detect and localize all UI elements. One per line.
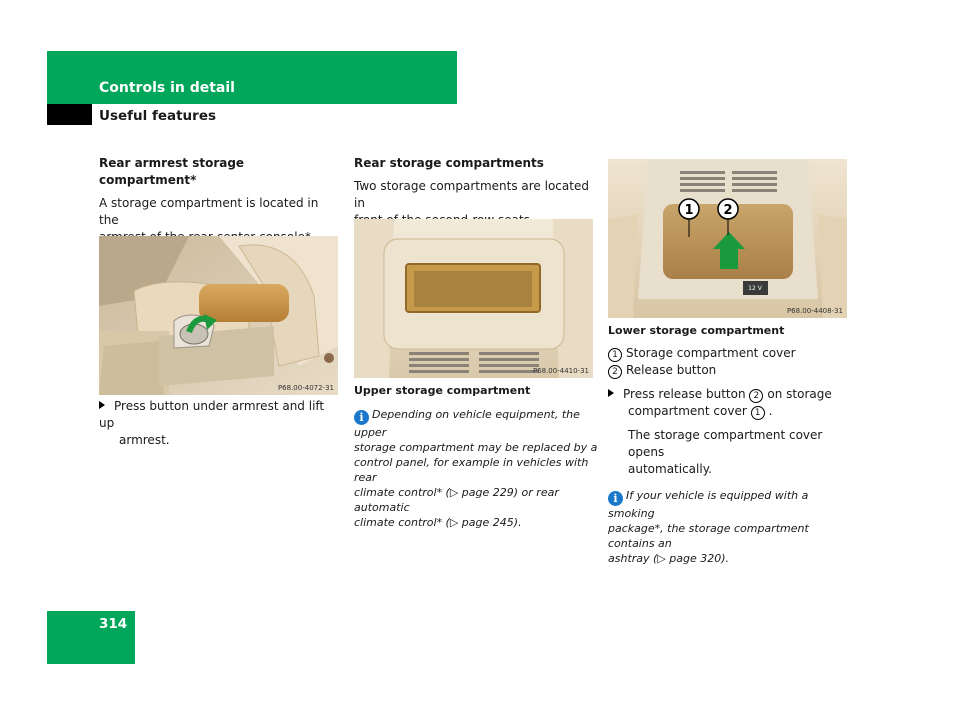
note-line: Depending on vehicle equipment, the upper	[354, 408, 580, 439]
callout-number: 2	[749, 389, 763, 403]
note-line: ashtray (▷ page 320).	[608, 552, 730, 565]
page-number: 314	[99, 616, 128, 632]
upper-compartment-illustration	[354, 219, 593, 378]
column-rear-storage	[354, 155, 594, 229]
callout-number: 1	[608, 348, 622, 362]
step-text: on storage	[767, 387, 832, 401]
info-icon: i	[608, 491, 623, 506]
note-line: package*, the storage compartment contains an	[608, 522, 809, 550]
power-socket-badge: 12 V	[748, 285, 762, 292]
rear-storage-body-line: Two storage compartments are located in	[354, 179, 589, 210]
armrest-heading: Rear armrest storage compartment*	[99, 156, 245, 187]
note-line: climate control* (▷ page 229) or rear automatic	[354, 486, 559, 514]
armrest-figure-code: P68.00-4072-31	[277, 384, 334, 392]
callout-number: 2	[608, 365, 622, 379]
lower-result	[608, 427, 853, 478]
callout-label: Release button	[626, 363, 717, 377]
callout-legend-2	[608, 362, 853, 379]
info-icon: i	[354, 410, 369, 425]
callout-2-marker: 2	[723, 203, 733, 218]
callout-number: 1	[751, 406, 765, 420]
lower-step	[608, 386, 853, 420]
lower-compartment-illustration	[608, 159, 847, 318]
section-title: Controls in detail	[99, 80, 235, 96]
step-text: .	[768, 404, 773, 418]
callout-label: Storage compartment cover	[626, 346, 796, 360]
upper-caption: Upper storage compartment	[354, 384, 531, 397]
armrest-step-text: Press button under armrest and lift up	[99, 399, 325, 430]
armrest-step-text: armrest.	[119, 433, 170, 447]
subsection-title: Useful features	[99, 108, 217, 124]
header-bar	[47, 51, 457, 104]
result-line: automatically.	[628, 462, 712, 476]
rear-storage-heading: Rear storage compartments	[354, 156, 544, 170]
upper-compartment-figure	[354, 219, 593, 378]
armrest-figure	[99, 236, 338, 395]
step-arrow-icon	[99, 401, 105, 409]
step-arrow-icon	[608, 389, 614, 397]
step-text: Press release button	[623, 387, 746, 401]
upper-figure-code: P68.00-4410-31	[532, 367, 589, 375]
result-line: The storage compartment cover opens	[628, 428, 823, 459]
note-line: storage compartment may be replaced by a	[354, 441, 598, 454]
lower-note	[608, 488, 853, 566]
column-lower-storage	[608, 322, 853, 566]
lower-caption: Lower storage compartment	[608, 324, 785, 337]
upper-caption-block	[354, 382, 599, 530]
note-line: control panel, for example in vehicles with rear	[354, 456, 589, 484]
callout-1-marker: 1	[684, 203, 694, 218]
note-line: climate control* (▷ page 245).	[354, 516, 522, 529]
callout-legend-1	[608, 345, 853, 362]
armrest-illustration	[99, 236, 338, 395]
note-line: If your vehicle is equipped with a smoking	[608, 489, 809, 520]
lower-compartment-figure	[608, 159, 847, 318]
upper-note	[354, 407, 599, 530]
armrest-step	[99, 398, 339, 449]
lower-figure-code: P68.00-4408-31	[786, 307, 843, 315]
step-text: compartment cover	[628, 404, 747, 418]
section-marker	[47, 104, 92, 125]
armrest-body-line: A storage compartment is located in the	[99, 196, 319, 227]
